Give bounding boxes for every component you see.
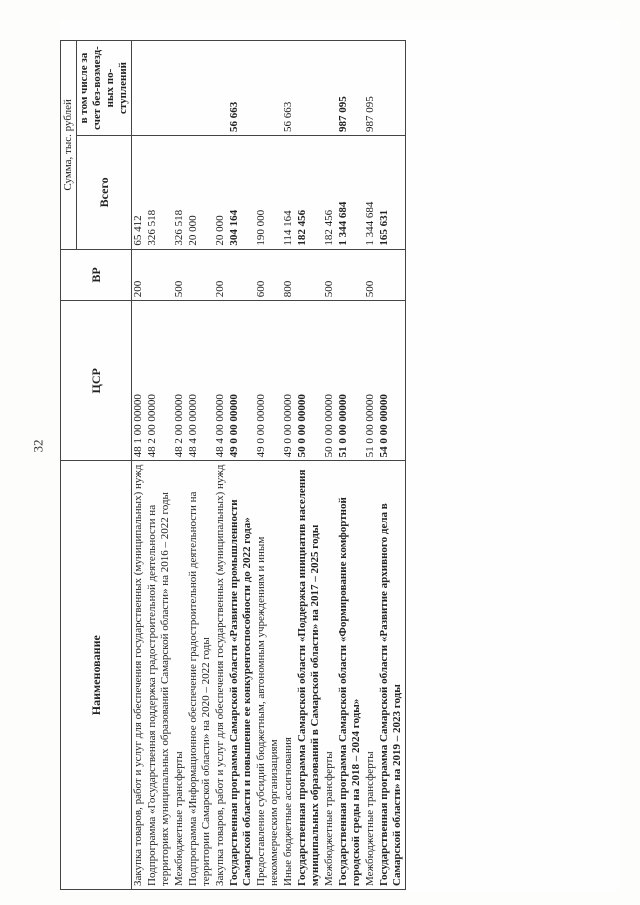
row-total: 304 164 (228, 136, 255, 250)
table-row (173, 41, 187, 890)
row-csr: 49 0 00 00000 (228, 301, 255, 461)
row-free (255, 41, 282, 136)
header-csr: ЦСР (61, 301, 132, 461)
budget-table (60, 40, 406, 890)
table-row (337, 41, 364, 890)
row-free (323, 41, 337, 136)
row-total: 65 412 (132, 136, 147, 250)
table-row (132, 41, 147, 890)
table-row (187, 41, 214, 890)
row-vr: 600 (255, 249, 282, 301)
row-name: Государственная программа Самарской области «Поддержка инициатив населения муниципальных образований в Самарской области» на 2017 – 2025 годы (296, 461, 323, 890)
row-name: Межбюджетные трансферты (364, 461, 378, 890)
row-name: Государственная программа Самарской области «Развитие промышленности Самарской области и повышение ее конкурентоспособности до 2022 года» (228, 461, 255, 890)
row-name: Закупка товаров, работ и услуг для обеспечения государственных (муниципальных) нужд (132, 461, 147, 890)
budget-table-frame (60, 20, 620, 890)
row-vr: 500 (323, 249, 337, 301)
row-free (146, 41, 173, 136)
table-row (228, 41, 255, 890)
row-vr: 800 (282, 249, 296, 301)
row-vr (296, 249, 323, 301)
row-name: Предоставление субсидий бюджетным, автономным учреждениям и иным некоммерческим организациям (255, 461, 282, 890)
row-name: Межбюджетные трансферты (323, 461, 337, 890)
row-total: 326 518 (173, 136, 187, 250)
row-free: 987 095 (364, 41, 378, 136)
row-total: 182 456 (296, 136, 323, 250)
rotated-page (60, 20, 620, 890)
table-row (214, 41, 228, 890)
row-csr: 48 4 00 00000 (214, 301, 228, 461)
page-number: 32 (30, 439, 46, 453)
row-total: 20 000 (187, 136, 214, 250)
row-free (378, 41, 406, 136)
row-name: Закупка товаров, работ и услуг для обеспечения государственных (муниципальных) нужд (214, 461, 228, 890)
header-sum-group: Сумма, тыс. рублей (61, 41, 77, 250)
row-csr: 49 0 00 00000 (255, 301, 282, 461)
row-name: Межбюджетные трансферты (173, 461, 187, 890)
row-free (132, 41, 147, 136)
row-name: Иные бюджетные ассигнования (282, 461, 296, 890)
row-csr: 48 1 00 00000 (132, 301, 147, 461)
row-free (173, 41, 187, 136)
row-csr: 50 0 00 00000 (296, 301, 323, 461)
header-name: Наименование (61, 461, 132, 890)
row-name: Государственная программа Самарской области «Формирование комфортной городской среды на 2018 – 2024 годы» (337, 461, 364, 890)
row-total: 326 518 (146, 136, 173, 250)
row-csr: 51 0 00 00000 (337, 301, 364, 461)
row-csr: 49 0 00 00000 (282, 301, 296, 461)
table-body (132, 41, 406, 890)
row-vr: 500 (173, 249, 187, 301)
row-total: 182 456 (323, 136, 337, 250)
table-row (282, 41, 296, 890)
row-vr (228, 249, 255, 301)
row-free: 56 663 (282, 41, 296, 136)
row-csr: 51 0 00 00000 (364, 301, 378, 461)
row-vr: 200 (214, 249, 228, 301)
row-csr: 48 2 00 00000 (173, 301, 187, 461)
row-csr: 48 2 00 00000 (146, 301, 173, 461)
row-csr: 50 0 00 00000 (323, 301, 337, 461)
row-vr (146, 249, 173, 301)
row-vr (187, 249, 214, 301)
row-csr: 54 0 00 00000 (378, 301, 406, 461)
row-free (296, 41, 323, 136)
header-vr: ВР (61, 249, 132, 301)
table-row (323, 41, 337, 890)
row-free (187, 41, 214, 136)
row-vr: 200 (132, 249, 147, 301)
row-vr (337, 249, 364, 301)
table-row (255, 41, 282, 890)
row-total: 1 344 684 (337, 136, 364, 250)
row-total: 114 164 (282, 136, 296, 250)
table-row (378, 41, 406, 890)
row-total: 190 000 (255, 136, 282, 250)
row-total: 20 000 (214, 136, 228, 250)
row-csr: 48 4 00 00000 (187, 301, 214, 461)
row-total: 1 344 684 (364, 136, 378, 250)
row-vr (378, 249, 406, 301)
header-total: Всего (77, 136, 132, 250)
row-vr: 500 (364, 249, 378, 301)
row-name: Подпрограмма «Государственная поддержка градостроительной деятельности на территориях муниципальных образований Самарской области» на 2016 – 2022 годы (146, 461, 173, 890)
table-row (296, 41, 323, 890)
table-row (364, 41, 378, 890)
table-row (146, 41, 173, 890)
row-free: 987 095 (337, 41, 364, 136)
row-name: Государственная программа Самарской области «Развитие архивного дела в Самарской области» на 2019 – 2023 годы (378, 461, 406, 890)
row-free: 56 663 (228, 41, 255, 136)
row-total: 165 631 (378, 136, 406, 250)
header-free: в том числе за счет без-возмезд-ных по-ступлений (77, 41, 132, 136)
row-free (214, 41, 228, 136)
row-name: Подпрограмма «Информационное обеспечение градостроительной деятельности на территории Самарской области» на 2020 – 2022 годы (187, 461, 214, 890)
